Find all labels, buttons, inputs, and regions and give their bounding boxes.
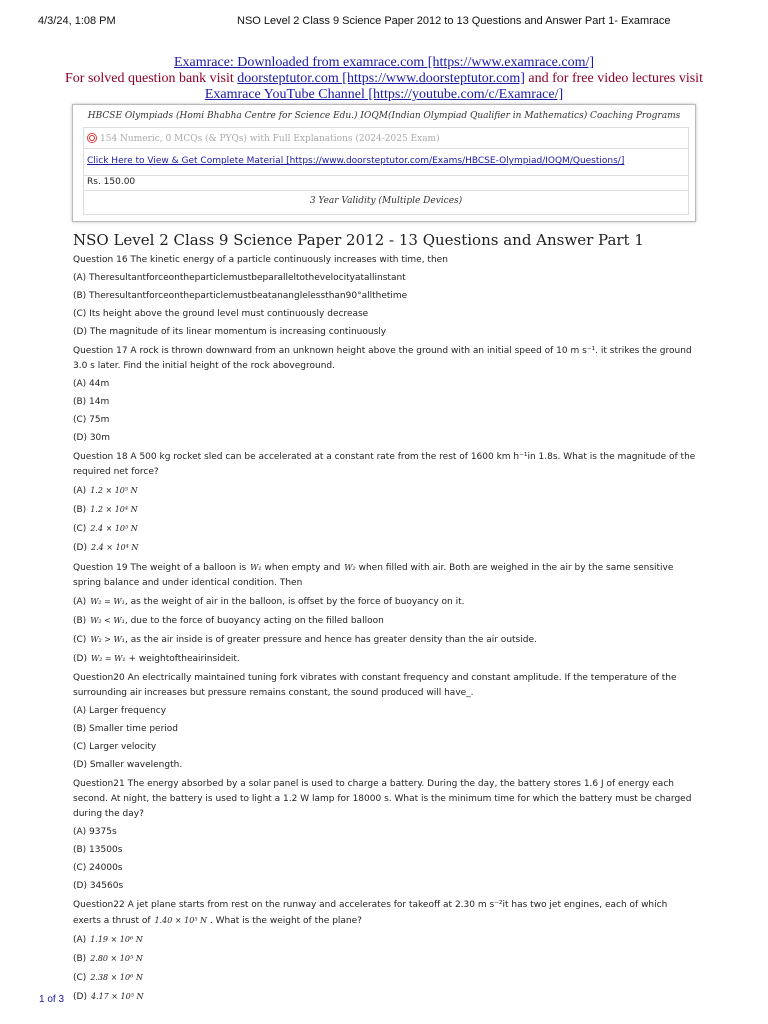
banner-text-pre: For solved question bank visit xyxy=(65,71,238,86)
youtube-link[interactable]: Examrace YouTube Channel [https://youtube.com/c/Examrace/] xyxy=(204,87,564,102)
promo-row-link xyxy=(84,148,688,176)
promo-mcqs: 154 Numeric, 0 MCQs (& PYQs) with Full Explanations (2024-2025 Exam) xyxy=(100,134,440,144)
option-desc: , as the air inside is of greater pressure and hence has greater density than the air outside. xyxy=(124,635,537,645)
print-title: NSO Level 2 Class 9 Science Paper 2012 to 13 Questions and Answer Part 1- Examrace xyxy=(237,15,671,27)
formula: W₂ > W₁ xyxy=(90,635,125,644)
option xyxy=(73,970,698,986)
banner-line-3 xyxy=(0,87,768,103)
q19-text-a: Question 19 The weight of a balloon is xyxy=(73,563,247,573)
formula: 2.4 × 10⁵ N xyxy=(90,524,138,533)
option: (D) 30m xyxy=(73,433,111,443)
option: (B) Theresultantforceontheparticlemustbeatananglelessthan90°allthetime xyxy=(73,291,408,301)
question-22 xyxy=(73,898,698,929)
banner-line-1 xyxy=(0,55,768,71)
doorsteptutor-link[interactable]: doorsteptutor.com [https://www.doorsteptutor.com] xyxy=(237,71,525,86)
formula: 1.19 × 10⁶ N xyxy=(90,935,143,944)
promo-material-link[interactable]: Click Here to View & Get Complete Material [https://www.doorsteptutor.com/Exams/HBCSE-Olympiad/IOQM/Questions/] xyxy=(87,156,625,166)
option: (C) 24000s xyxy=(73,863,123,873)
option xyxy=(73,613,698,629)
option-label: (B) xyxy=(73,505,87,515)
promo-row-price xyxy=(84,175,688,191)
option: (C) Larger velocity xyxy=(73,742,157,752)
question-20: Question20 An electrically maintained tuning fork vibrates with constant frequency and constant amplitude. If the temperature of the surrounding air increases but pressure remains constant, the sound produced will have_. xyxy=(73,673,677,698)
option xyxy=(73,951,698,967)
option: (C) 75m xyxy=(73,415,110,425)
option: (B) 13500s xyxy=(73,845,123,855)
option: (C) Its height above the ground level must continuously decrease xyxy=(73,309,369,319)
promo-row-validity xyxy=(84,190,688,214)
question-16: Question 16 The kinetic energy of a particle continuously increases with time, then xyxy=(73,255,448,265)
option xyxy=(73,932,698,948)
formula: 2.80 × 10⁵ N xyxy=(90,954,143,963)
option-label: (D) xyxy=(73,654,87,664)
promo-box xyxy=(72,104,696,222)
question-19 xyxy=(73,560,698,591)
formula: W₂ < W₁ xyxy=(90,616,125,625)
formula: W₁ xyxy=(250,563,262,572)
page-title: NSO Level 2 Class 9 Science Paper 2012 - 13 Questions and Answer Part 1 xyxy=(73,231,644,249)
option-label: (B) xyxy=(73,616,87,626)
print-date: 4/3/24, 1:08 PM xyxy=(38,15,116,27)
formula: 2.38 × 10⁶ N xyxy=(90,973,143,982)
option xyxy=(73,651,698,667)
option: (A) 9375s xyxy=(73,827,117,837)
option: (B) 14m xyxy=(73,397,110,407)
q19-text-c: when filled with air. Both are weighed in the air by the same sensitive spring balance and under identical condition. Then xyxy=(73,563,674,588)
option-label: (A) xyxy=(73,486,87,496)
question-21: Question21 The energy absorbed by a solar panel is used to charge a battery. During the day, the battery stores 1.6 J of energy each second. At night, the battery is used to light a 1.2 W lamp for 18000 s. What is the minimum time for which the battery must be charged during the day? xyxy=(73,779,692,819)
option: (A) Theresultantforceontheparticlemustbeparalleltothevelocityatallinstant xyxy=(73,273,406,283)
option: (A) 44m xyxy=(73,379,110,389)
banner-text-post: and for free video lectures visit xyxy=(524,71,703,86)
formula: W₂ = W₁ xyxy=(90,597,125,606)
option-label: (D) xyxy=(73,543,87,553)
option: (D) 34560s xyxy=(73,881,124,891)
option: (A) Larger frequency xyxy=(73,706,167,716)
examrace-link[interactable]: Examrace: Downloaded from examrace.com [https://www.examrace.com/] xyxy=(173,55,595,70)
formula: 4.17 × 10⁵ N xyxy=(90,992,144,1001)
option-desc: , as the weight of air in the balloon, is offset by the force of buoyancy on it. xyxy=(124,597,465,607)
promo-table xyxy=(83,127,689,215)
option-label: (A) xyxy=(73,597,87,607)
promo-price: Rs. 150.00 xyxy=(87,177,136,187)
q22-text-b: . What is the weight of the plane? xyxy=(209,916,362,926)
option xyxy=(73,594,698,610)
option: (D) Smaller wavelength. xyxy=(73,760,183,770)
target-icon xyxy=(87,133,97,143)
option xyxy=(73,502,698,518)
option-desc: , due to the force of buoyancy acting on the filled balloon xyxy=(124,616,384,626)
option: (D) The magnitude of its linear momentum is increasing continuously xyxy=(73,327,387,337)
option-label: (A) xyxy=(73,935,87,945)
formula: W₂ = W₁ xyxy=(90,654,126,663)
option-desc: + weightoftheairinsideit. xyxy=(128,654,240,664)
option-label: (C) xyxy=(73,635,87,645)
promo-heading: HBCSE Olympiads (Homi Bhabha Centre for Science Edu.) IOQM(Indian Olympiad Qualifier in Mathematics) Coaching Programs xyxy=(87,111,681,121)
option-label: (C) xyxy=(73,973,87,983)
formula: 1.2 × 10⁵ N xyxy=(90,486,138,495)
promo-validity: 3 Year Validity (Multiple Devices) xyxy=(309,196,463,206)
option xyxy=(73,521,698,537)
option-label: (C) xyxy=(73,524,87,534)
option-label: (B) xyxy=(73,954,87,964)
q19-text-b: when empty and xyxy=(264,563,341,573)
promo-row-mcqs xyxy=(84,128,688,149)
option: (B) Smaller time period xyxy=(73,724,179,734)
formula: 2.4 × 10⁴ N xyxy=(90,543,139,552)
banner-line-2 xyxy=(0,71,768,87)
question-17: Question 17 A rock is thrown downward from an unknown height above the ground with an initial speed of 10 m s⁻¹. it strikes the ground 3.0 s later. Find the initial height of the rock aboveground. xyxy=(73,346,692,371)
formula: W₂ xyxy=(344,563,356,572)
questions-content xyxy=(73,249,698,1005)
page-number: 1 of 3 xyxy=(39,994,65,1005)
option xyxy=(73,483,698,499)
option xyxy=(73,632,698,648)
option xyxy=(73,540,698,556)
formula: 1.40 × 10⁵ N xyxy=(154,916,208,925)
formula: 1.2 × 10⁴ N xyxy=(90,505,138,514)
option-label: (D) xyxy=(73,992,87,1002)
question-18: Question 18 A 500 kg rocket sled can be accelerated at a constant rate from the rest of 1600 km h⁻¹in 1.8s. What is the magnitude of the required net force? xyxy=(73,452,696,477)
q22-text-a: Question22 A jet plane starts from rest on the runway and accelerates for takeoff at 2.30 m s⁻²it has two jet engines, each of which exerts a thrust of xyxy=(73,900,668,926)
option xyxy=(73,989,698,1005)
